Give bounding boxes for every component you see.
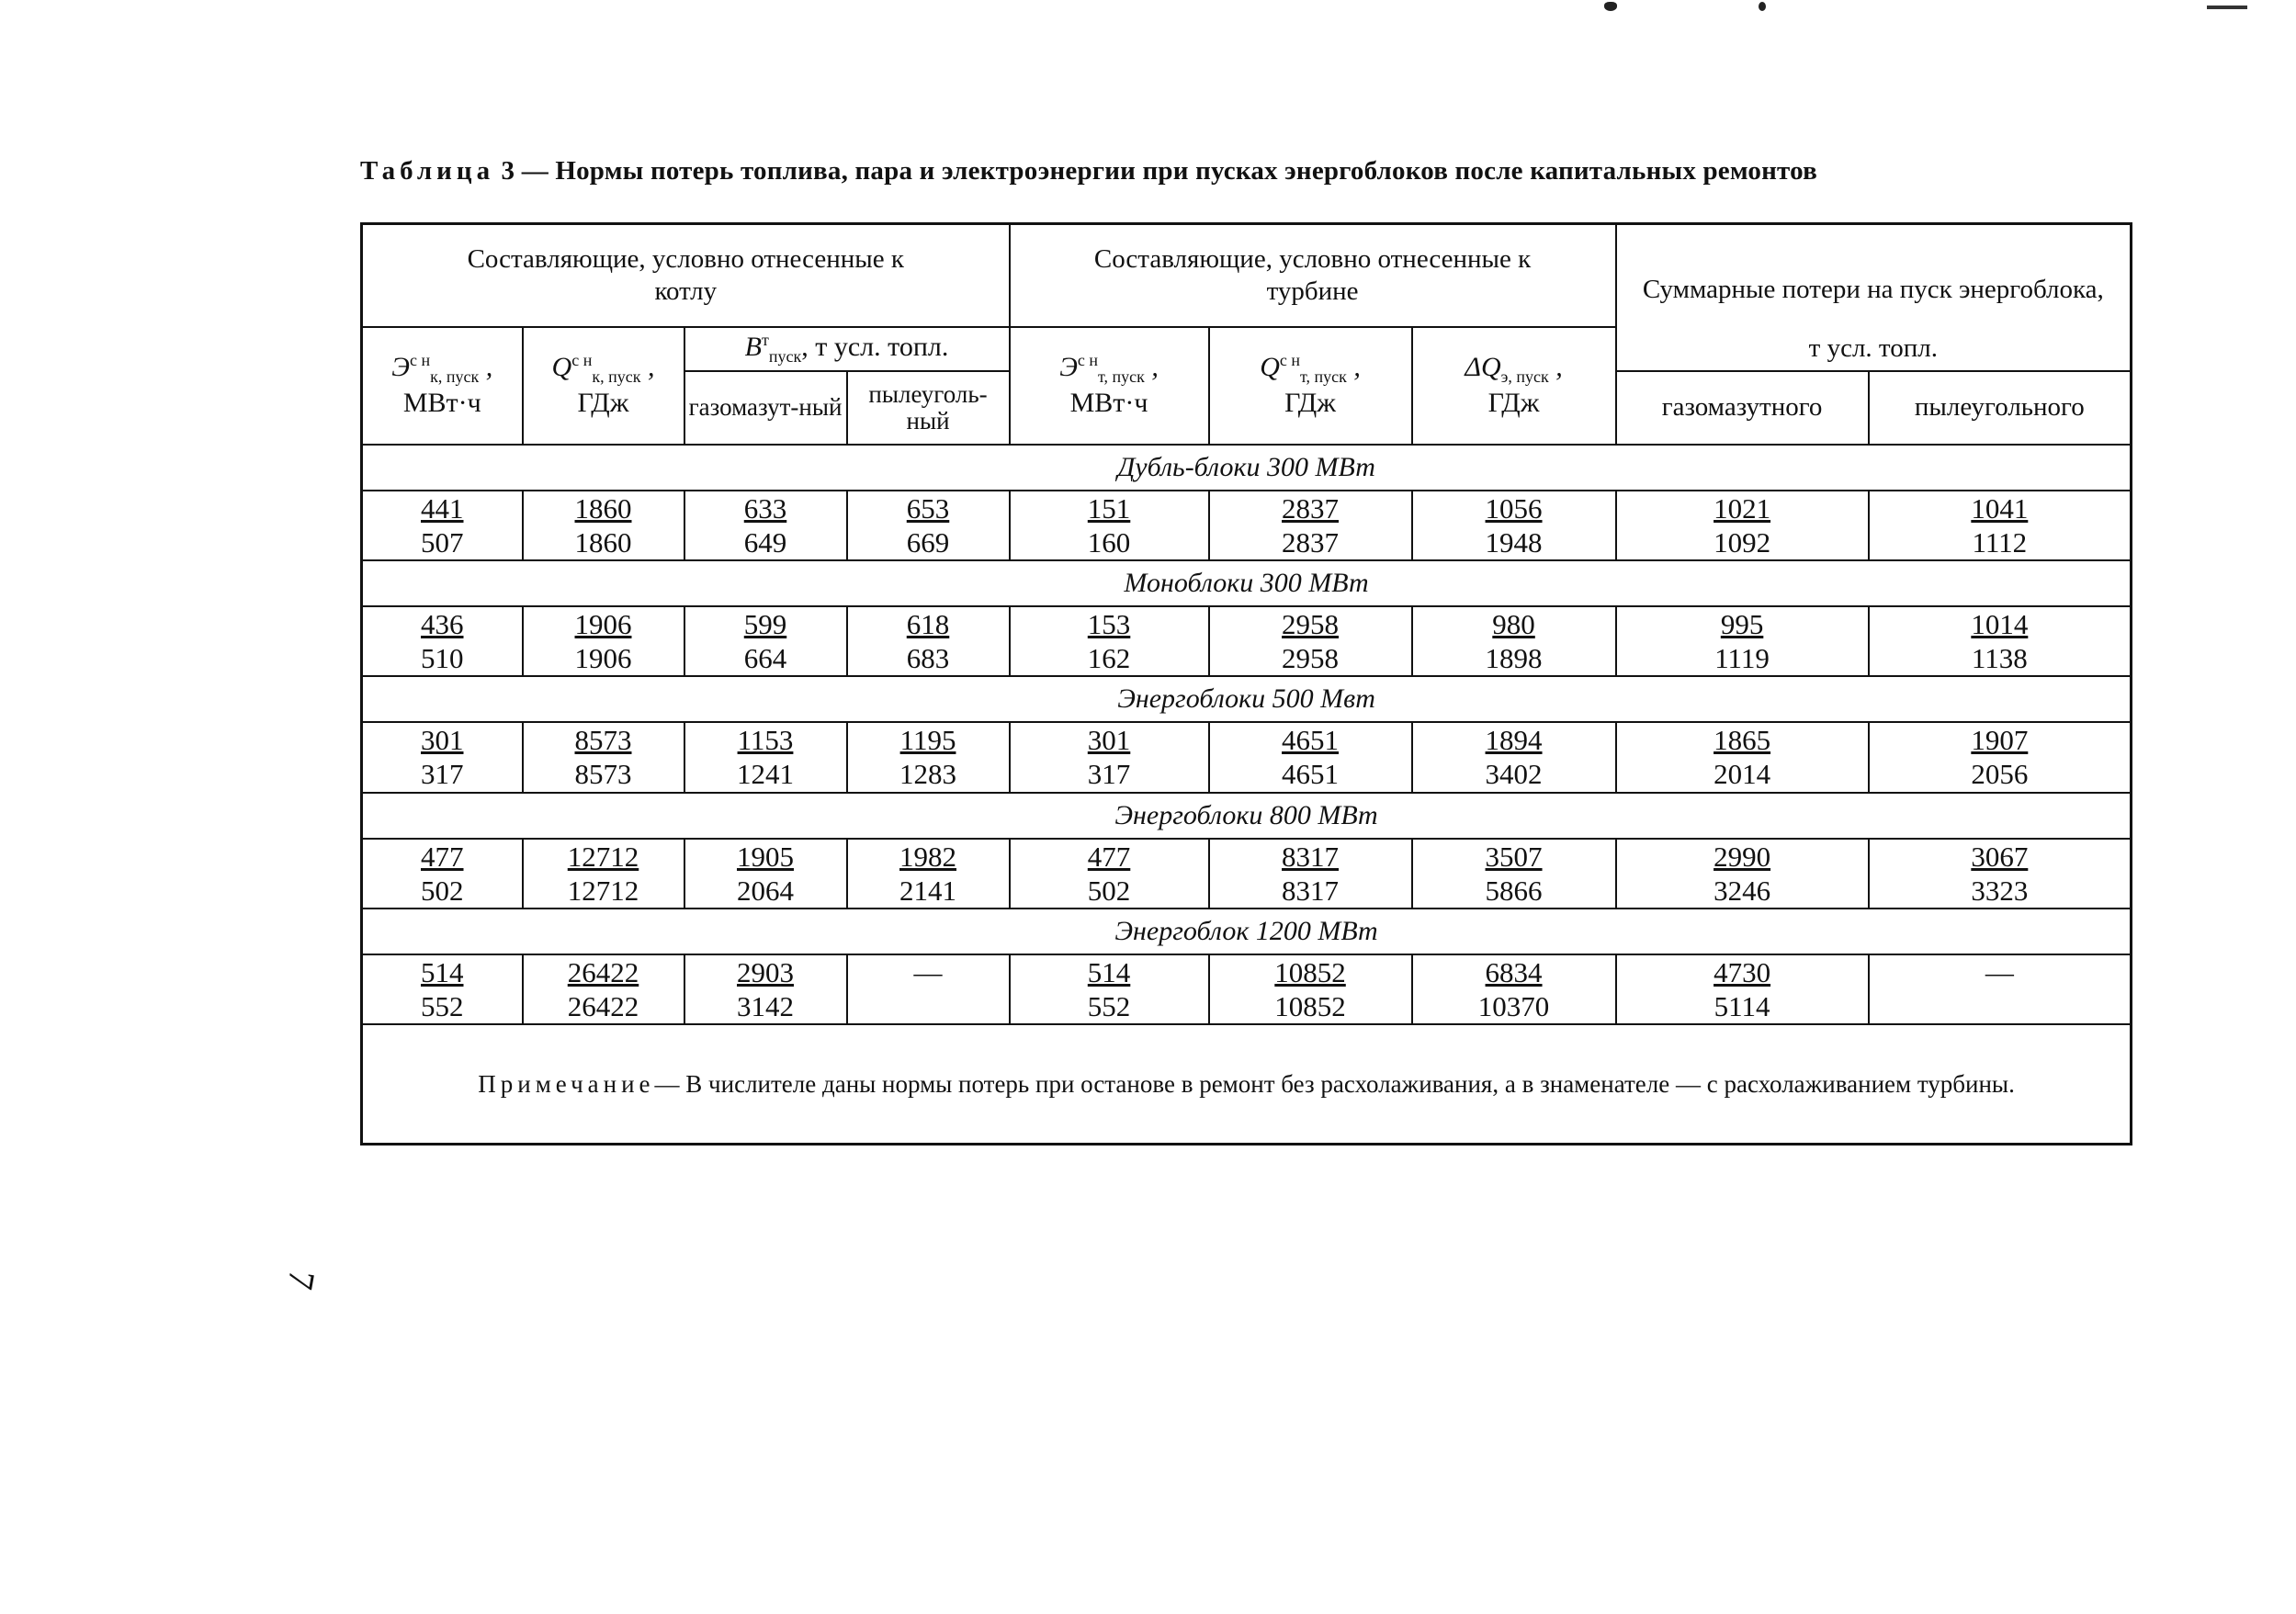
cell-denominator: 1860 xyxy=(574,525,632,559)
table-cell xyxy=(684,491,847,560)
cell-numerator: — xyxy=(1985,956,2014,988)
note-label: Примечание xyxy=(478,1069,655,1098)
table-cell xyxy=(684,954,847,1024)
cell-denominator: 3142 xyxy=(737,990,794,1023)
table-row xyxy=(362,839,2132,909)
section-header-row xyxy=(362,909,2132,954)
cell-numerator: 995 xyxy=(1720,607,1764,640)
table-cell xyxy=(1869,839,2132,909)
cell-denominator: 5114 xyxy=(1714,990,1770,1023)
cell-numerator: 1905 xyxy=(737,840,794,873)
section-title: Моноблоки 300 МВт xyxy=(362,560,2132,606)
table-cell xyxy=(1869,491,2132,560)
header-col3b: пылеуголь-ный xyxy=(847,371,1010,445)
table-cell xyxy=(684,722,847,792)
cell-numerator: 8573 xyxy=(574,724,632,757)
cell-numerator: 12712 xyxy=(567,840,639,873)
table-body xyxy=(362,445,2132,1025)
col3-unit: , т усл. топл. xyxy=(801,331,949,362)
table-cell xyxy=(1209,491,1412,560)
header-col7: газомазутного xyxy=(1616,371,1869,445)
cell-numerator: 1021 xyxy=(1714,491,1771,525)
section-header-row xyxy=(362,560,2132,606)
cell-numerator: 1860 xyxy=(574,491,632,525)
col2-unit: ГДж xyxy=(577,388,629,419)
cell-numerator: 436 xyxy=(421,607,464,640)
cell-denominator: 317 xyxy=(1087,758,1131,791)
table-row xyxy=(362,606,2132,676)
table-cell xyxy=(1209,722,1412,792)
cell-denominator: 2958 xyxy=(1282,642,1340,675)
cell-numerator: 618 xyxy=(906,607,950,640)
cell-denominator: 8317 xyxy=(1282,874,1340,907)
cell-denominator: 507 xyxy=(421,525,464,559)
header-col8: пылеугольного xyxy=(1869,371,2132,445)
table-cell xyxy=(847,491,1010,560)
cell-denominator: 10852 xyxy=(1274,990,1346,1023)
cell-numerator: 441 xyxy=(421,491,464,525)
header-col3 xyxy=(684,327,1010,371)
cell-numerator: 514 xyxy=(1087,956,1131,988)
cell-numerator: 6834 xyxy=(1485,956,1543,988)
header-col5 xyxy=(1209,327,1412,445)
table-cell xyxy=(523,839,684,909)
cell-denominator: 3246 xyxy=(1714,874,1771,907)
col1-symbol: $Э^{с н}_{к, пуск}$ , xyxy=(391,350,493,386)
section-title: Энергоблоки 500 Мвт xyxy=(362,676,2132,722)
cell-numerator: 1153 xyxy=(737,724,794,757)
cell-denominator: 502 xyxy=(1087,874,1131,907)
note-text: — В числителе даны нормы потерь при останове в ремонт без расхолаживания, а в знаменателе — с расхолаживанием турбины. xyxy=(654,1069,2015,1098)
cell-denominator: 1092 xyxy=(1714,525,1771,559)
cell-numerator: 1907 xyxy=(1971,724,2029,757)
table-cell xyxy=(1010,954,1209,1024)
cell-numerator: 1982 xyxy=(899,840,957,873)
table-cell xyxy=(523,722,684,792)
table-cell xyxy=(1010,722,1209,792)
table-cell xyxy=(847,954,1010,1024)
cell-denominator: 1138 xyxy=(1971,642,2028,675)
cell-denominator: 1906 xyxy=(574,642,632,675)
cell-denominator: 12712 xyxy=(567,874,639,907)
table-cell xyxy=(1616,839,1869,909)
col6-symbol: $\Delta Q_{э, пуск}$ , xyxy=(1465,351,1563,386)
col3-symbol: $B^т_{пуск}$ xyxy=(744,330,802,366)
cell-numerator: 301 xyxy=(421,724,464,757)
cell-denominator: 669 xyxy=(906,525,950,559)
cell-numerator: 1014 xyxy=(1971,607,2029,640)
cell-numerator: 2903 xyxy=(737,956,794,988)
cell-numerator: 3067 xyxy=(1971,840,2029,873)
table-cell xyxy=(1616,954,1869,1024)
cell-denominator: 683 xyxy=(906,642,950,675)
cell-numerator: 26422 xyxy=(567,956,639,988)
col5-unit: ГДж xyxy=(1284,388,1336,419)
table-cell xyxy=(1209,606,1412,676)
table-cell xyxy=(1412,606,1616,676)
cell-denominator: 162 xyxy=(1087,642,1131,675)
page-number: 7 xyxy=(279,1267,323,1293)
cell-denominator xyxy=(848,989,1009,1023)
scan-artifact-mark xyxy=(1604,2,1617,11)
cell-denominator: 2014 xyxy=(1714,758,1771,791)
header-col4 xyxy=(1010,327,1209,445)
table-cell xyxy=(362,954,523,1024)
cell-denominator: 2064 xyxy=(737,874,794,907)
cell-denominator: 664 xyxy=(743,642,787,675)
table-cell xyxy=(1869,954,2132,1024)
table-cell xyxy=(1412,839,1616,909)
table-cell xyxy=(1616,722,1869,792)
table-cell xyxy=(362,606,523,676)
table-cell xyxy=(1412,491,1616,560)
cell-denominator: 502 xyxy=(421,874,464,907)
cell-denominator: 552 xyxy=(1087,990,1131,1023)
cell-numerator: 599 xyxy=(743,607,787,640)
cell-numerator: 477 xyxy=(1087,840,1131,873)
norms-table xyxy=(360,222,2132,1146)
col1-unit: МВт·ч xyxy=(402,388,481,419)
table-cell xyxy=(362,839,523,909)
cell-numerator: 633 xyxy=(743,491,787,525)
cell-numerator: 10852 xyxy=(1274,956,1346,988)
cell-denominator: 510 xyxy=(421,642,464,675)
cell-numerator: 980 xyxy=(1492,607,1535,640)
header-col1 xyxy=(362,327,523,445)
cell-numerator: 153 xyxy=(1087,607,1131,640)
cell-denominator: 552 xyxy=(421,990,464,1023)
table-cell xyxy=(847,722,1010,792)
cell-denominator: 160 xyxy=(1087,525,1131,559)
table-caption xyxy=(360,156,1817,186)
table-cell xyxy=(1869,722,2132,792)
header-total-label: Суммарные потери на пуск энергоблока, xyxy=(1642,274,2104,304)
table-row xyxy=(362,491,2132,560)
cell-denominator: 1119 xyxy=(1714,642,1770,675)
cell-denominator: 2056 xyxy=(1971,758,2029,791)
header-turbine-group: Составляющие, условно отнесенные к турбине xyxy=(1010,224,1616,327)
scan-artifact-dot xyxy=(1759,2,1766,11)
table-cell xyxy=(1616,491,1869,560)
table-cell xyxy=(847,606,1010,676)
table-cell xyxy=(1209,839,1412,909)
cell-numerator: 4651 xyxy=(1282,724,1340,757)
header-total-unit: т усл. топл. xyxy=(1616,327,2132,371)
cell-numerator: — xyxy=(913,956,943,988)
cell-denominator: 3323 xyxy=(1971,874,2029,907)
cell-denominator: 2141 xyxy=(899,874,957,907)
cell-numerator: 1041 xyxy=(1971,491,2029,525)
section-header-row xyxy=(362,793,2132,839)
cell-numerator: 3507 xyxy=(1485,840,1543,873)
cell-numerator: 2837 xyxy=(1282,491,1340,525)
cell-denominator: 1283 xyxy=(899,758,957,791)
col2-symbol: $Q^{с н}_{к, пуск}$ , xyxy=(551,350,655,386)
section-title: Дубль-блоки 300 МВт xyxy=(362,445,2132,491)
table-cell xyxy=(684,839,847,909)
cell-numerator: 514 xyxy=(421,956,464,988)
header-boiler-group: Составляющие, условно отнесенные к котлу xyxy=(362,224,1010,327)
col4-symbol: $Э^{с н}_{т, пуск}$ , xyxy=(1059,350,1159,386)
header-total-group xyxy=(1616,224,2132,327)
cell-denominator: 649 xyxy=(743,525,787,559)
section-header-row xyxy=(362,676,2132,722)
cell-denominator: 2837 xyxy=(1282,525,1340,559)
col4-unit: МВт·ч xyxy=(1069,388,1148,419)
table-cell xyxy=(362,722,523,792)
table-cell xyxy=(1869,606,2132,676)
cell-numerator: 1906 xyxy=(574,607,632,640)
cell-numerator: 1865 xyxy=(1714,724,1771,757)
cell-denominator: 1948 xyxy=(1485,525,1543,559)
cell-denominator: 5866 xyxy=(1485,874,1543,907)
table-cell xyxy=(1209,954,1412,1024)
table-cell xyxy=(1616,606,1869,676)
table-cell xyxy=(523,954,684,1024)
table-cell xyxy=(523,491,684,560)
section-title: Энергоблок 1200 МВт xyxy=(362,909,2132,954)
cell-denominator xyxy=(1870,989,2131,1023)
cell-denominator: 26422 xyxy=(567,990,639,1023)
section-title: Энергоблоки 800 МВт xyxy=(362,793,2132,839)
cell-denominator: 1898 xyxy=(1485,642,1543,675)
cell-denominator: 1241 xyxy=(737,758,794,791)
cell-denominator: 10370 xyxy=(1477,990,1550,1023)
table-cell xyxy=(847,839,1010,909)
table-cell xyxy=(1412,722,1616,792)
table-cell xyxy=(1010,839,1209,909)
table-cell xyxy=(684,606,847,676)
caption-label: Таблица xyxy=(360,156,495,186)
header-col3a: газомазут-ный xyxy=(684,371,847,445)
table-cell xyxy=(1010,606,1209,676)
col5-symbol: $Q^{с н}_{т, пуск}$ , xyxy=(1260,350,1361,386)
table-row xyxy=(362,954,2132,1024)
header-col6 xyxy=(1412,327,1616,445)
cell-numerator: 1056 xyxy=(1485,491,1543,525)
cell-numerator: 1894 xyxy=(1485,724,1543,757)
cell-numerator: 151 xyxy=(1087,491,1131,525)
cell-numerator: 1195 xyxy=(899,724,956,757)
table-cell xyxy=(523,606,684,676)
table-row xyxy=(362,722,2132,792)
table-cell xyxy=(362,491,523,560)
cell-numerator: 301 xyxy=(1087,724,1131,757)
cell-numerator: 2958 xyxy=(1282,607,1340,640)
cell-denominator: 3402 xyxy=(1485,758,1543,791)
cell-numerator: 8317 xyxy=(1282,840,1340,873)
table-cell xyxy=(1010,491,1209,560)
col6-unit: ГДж xyxy=(1487,388,1540,419)
cell-numerator: 4730 xyxy=(1714,956,1771,988)
caption-text: 3 — Нормы потерь топлива, пара и электроэнергии при пусках энергоблоков после капитальных ремонтов xyxy=(501,156,1817,186)
cell-denominator: 1112 xyxy=(1972,525,2028,559)
cell-denominator: 317 xyxy=(421,758,464,791)
scan-artifact-dash xyxy=(2207,6,2247,9)
cell-numerator: 477 xyxy=(421,840,464,873)
section-header-row xyxy=(362,445,2132,491)
cell-numerator: 2990 xyxy=(1714,840,1771,873)
table-cell xyxy=(1412,954,1616,1024)
header-col2 xyxy=(523,327,684,445)
cell-denominator: 8573 xyxy=(574,758,632,791)
cell-numerator: 653 xyxy=(906,491,950,525)
table-note xyxy=(362,1024,2132,1144)
cell-denominator: 4651 xyxy=(1282,758,1340,791)
